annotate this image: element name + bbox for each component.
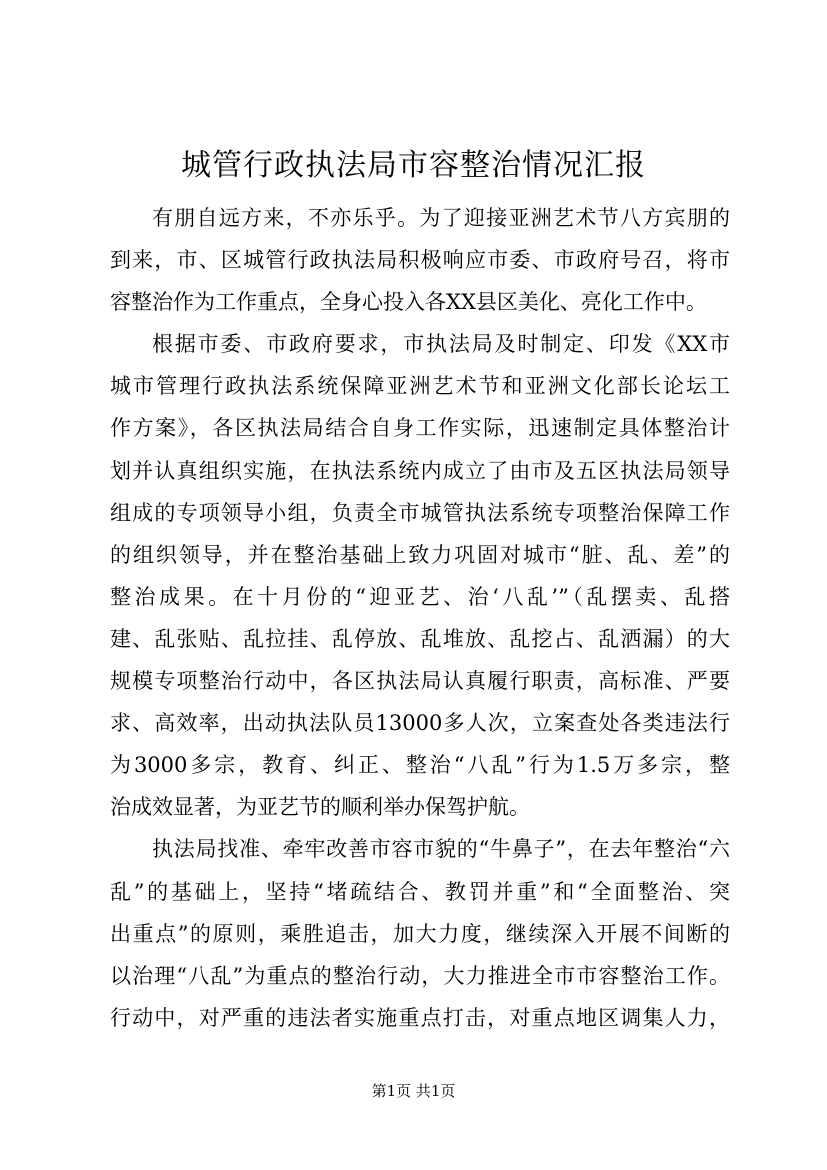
paragraph-3-line-1: 执法局找准、牵牢改善市容市貌的“牛鼻子”，在去年整治“六 bbox=[152, 837, 730, 862]
paragraph-2-line-9: 规模专项整治行动中，各区执法局认真履行职责，高标准、严要 bbox=[110, 669, 730, 694]
paragraph-1-line-3: 容整治作为工作重点，全身心投入各XX县区美化、亮化工作中。 bbox=[110, 290, 707, 315]
paragraph-2-line-3: 作方案》，各区执法局结合自身工作实际，迅速制定具体整治计 bbox=[110, 416, 730, 441]
paragraph-3-line-5: 行动中，对严重的违法者实施重点打击，对重点地区调集人力， bbox=[110, 1005, 730, 1030]
document-body bbox=[110, 197, 730, 1039]
paragraph-1-line-1: 有朋自远方来，不亦乐乎。为了迎接亚洲艺术节八方宾朋的 bbox=[152, 206, 730, 230]
document-title: 城管行政执法局市容整治情况汇报 bbox=[181, 148, 646, 183]
paragraph-2-line-4: 划并认真组织实施，在执法系统内成立了由市及五区执法局领导 bbox=[110, 458, 730, 483]
paragraph-1-line-2: 到来，市、区城管行政执法局积极响应市委、市政府号召，将市 bbox=[110, 248, 730, 273]
paragraph-3-line-3: 出重点”的原则，乘胜追击，加大力度，继续深入开展不间断的 bbox=[110, 921, 730, 946]
page-footer: 第1页 共1页 bbox=[371, 1082, 456, 1100]
paragraph-3-line-2: 乱”的基础上，坚持“堵疏结合、教罚并重”和“全面整治、突 bbox=[110, 879, 730, 904]
paragraph-2-line-11: 为3000多宗，教育、纠正、整治“八乱”行为1.5万多宗，整 bbox=[110, 753, 730, 778]
paragraph-2-line-10: 求、高效率，出动执法队员13000多人次，立案查处各类违法行 bbox=[110, 711, 730, 736]
paragraph-2-line-5: 组成的专项领导小组，负责全市城管执法系统专项整治保障工作 bbox=[110, 500, 730, 525]
paragraph-2-line-7: 整治成果。在十月份的“迎亚艺、治‘八乱’”（乱摆卖、乱搭 bbox=[110, 584, 730, 609]
paragraph-2-line-1: 根据市委、市政府要求，市执法局及时制定、印发《XX市 bbox=[152, 332, 730, 357]
paragraph-2-line-12: 治成效显著，为亚艺节的顺利举办保驾护航。 bbox=[110, 795, 530, 820]
paragraph-2-line-2: 城市管理行政执法系统保障亚洲艺术节和亚洲文化部长论坛工 bbox=[110, 374, 730, 399]
paragraph-3-line-4: 以治理“八乱”为重点的整治行动，大力推进全市市容整治工作。 bbox=[110, 963, 730, 988]
paragraph-2-line-6: 的组织领导，并在整治基础上致力巩固对城市“脏、乱、差”的 bbox=[110, 542, 730, 567]
paragraph-2-line-8: 建、乱张贴、乱拉挂、乱停放、乱堆放、乱挖占、乱洒漏）的大 bbox=[110, 626, 730, 651]
